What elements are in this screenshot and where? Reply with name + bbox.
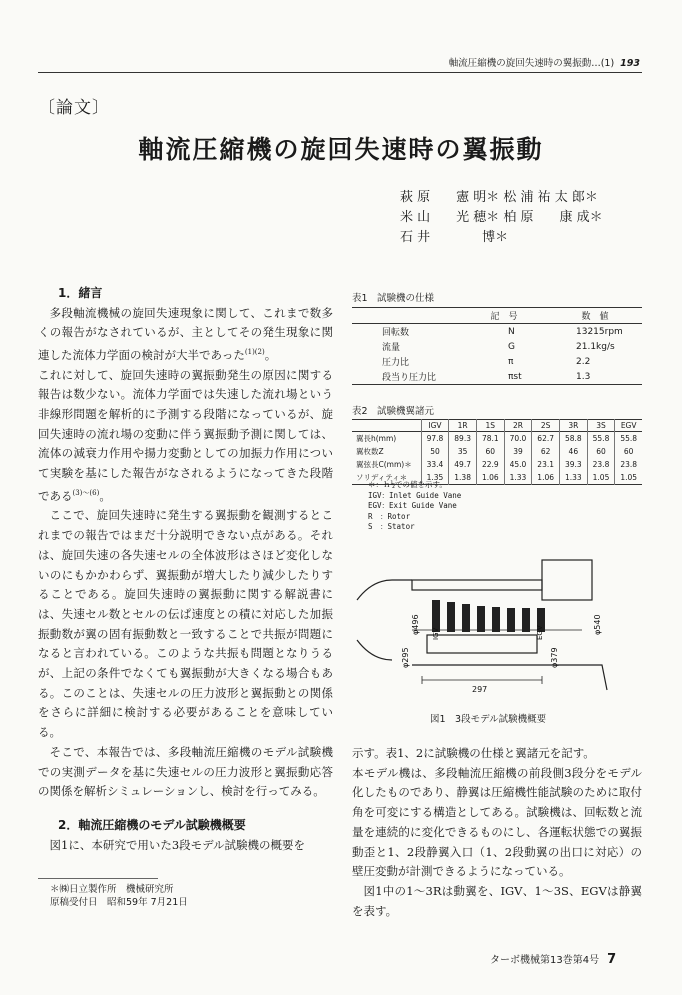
footnote-affiliation: ＊㈱日立製作所 機械研究所 [50, 884, 174, 895]
running-header-text: 軸流圧縮機の旋回失速時の翼振動…(1) [448, 58, 615, 69]
right-column [352, 744, 642, 921]
table-header: 2R [504, 420, 532, 432]
table-header: 記 号 [490, 312, 518, 322]
paragraph: ここで、旋回失速時に発生する翼振動を観測するとこれまでの報告ではまだ十分説明できない点がある。それは、旋回失速の各失速セルの全体波形はさほど変化しないのにもかかわらず、翼振動が増大したり減少したりすることである。旋回失速時の翼振動に関する解説書には、失速セル数とセルの伝ぱ速度との積に対応した加振振動数が翼の固有振動数と一致することで共振が問題になると言われている。このような共振も問題となりうるが、上記の条件でなくても翼振動が大きくなる場合もある。このことは、失速セルの圧力波形と翼振動との関係をさらに詳細に検討する必要があることを意味している。 [38, 508, 333, 740]
casing-top [412, 580, 542, 590]
table-cell: 58.8 [559, 432, 587, 446]
table-cell: ソリディティ＊ [356, 473, 408, 482]
table-header: 2S [532, 420, 560, 432]
footnote-rule [38, 878, 158, 879]
section-heading-model: 2．軸流圧縮機のモデル試験機概要 [58, 817, 246, 832]
dim-379: φ379 [550, 647, 559, 668]
page-number-top: 193 [620, 58, 640, 69]
table-cell: 45.0 [504, 458, 532, 471]
table-header-row [352, 420, 642, 432]
table-cell: 1.05 [615, 471, 642, 485]
table-header [352, 308, 460, 324]
table-row [352, 354, 642, 369]
table-cell: 35 [449, 445, 477, 458]
page-footer [490, 951, 616, 967]
table-row [352, 445, 642, 458]
journal-name: ターボ機械第13巻第4号 [490, 955, 600, 966]
table-cell: N [508, 326, 515, 337]
table-cell: 翼長h(mm) [356, 434, 397, 443]
table-header: 数 値 [581, 312, 609, 322]
paragraph: 本モデル機は、多段軸流圧縮機の前段側3段分をモデル化したものであり、静翼は圧縮機性能試験のために取付角を可変にする構造としてある。試験機は、回転数と流量を連続的に変化できるものにし、各運転状態での翼振動歪と1、2段静翼入口（1、2段動翼の出口に対応）の壁圧変動が計測できるようになっている。 [352, 765, 642, 879]
table-cell: 49.7 [449, 458, 477, 471]
footnote-received: 原稿受付日 昭和59年 7月21日 [50, 897, 188, 908]
table-row [352, 339, 642, 354]
table-cell: π [508, 356, 514, 367]
table-note: IGV：Inlet Guide Vane [368, 490, 462, 500]
table-header: 3R [559, 420, 587, 432]
citation: (1)(2) [244, 348, 265, 357]
paragraph-end: 。 [264, 347, 277, 362]
table-cell: 流量 [382, 343, 401, 353]
label-igv: IGV [432, 627, 440, 640]
table-cell: 1.05 [587, 471, 615, 485]
table-cell: 62.7 [532, 432, 560, 446]
table-header: 3S [587, 420, 615, 432]
paper-title: 軸流圧縮機の旋回失速時の翼振動 [138, 135, 544, 164]
table-cell: 39.3 [559, 458, 587, 471]
table-cell: 段当り圧力比 [382, 373, 437, 383]
table-cell: 60 [587, 445, 615, 458]
table-cell: 1.33 [559, 471, 587, 485]
paragraph [38, 366, 333, 507]
table-cell: 97.8 [421, 432, 449, 446]
table-cell: 55.8 [615, 432, 642, 446]
dim-297: 297 [472, 685, 488, 694]
dim-496: φ496 [411, 614, 420, 635]
table-header-row [352, 308, 642, 324]
table-note: EGV：Exit Guide Vane [368, 501, 457, 510]
table-cell: 60 [476, 445, 504, 458]
author-line: 米 山 光 穂＊ 柏 原 康 成＊ [400, 210, 603, 225]
table-cell: 23.8 [587, 458, 615, 471]
table-cell: 78.1 [476, 432, 504, 446]
outlet-casing [542, 560, 592, 600]
dim-540: φ540 [593, 614, 602, 635]
table-cell: 39 [504, 445, 532, 458]
table-header [352, 420, 421, 432]
table-cell: 22.9 [476, 458, 504, 471]
table-cell: 1.06 [476, 471, 504, 485]
table-cell: 1.06 [532, 471, 560, 485]
table2-notes [368, 480, 461, 533]
paragraph-end: 。 [99, 488, 111, 503]
left-column [38, 284, 333, 855]
section-tag: 〔論文〕 [38, 98, 110, 118]
paragraph: そこで、本報告では、多段軸流圧縮機のモデル試験機での実測データを基に失速セルの圧力波形と翼振動応答の関係を解析シミュレーションし、検討を行ってみる。 [38, 744, 333, 799]
table-cell: 46 [559, 445, 587, 458]
paragraph: 示す。表1、2に試験機の仕様と翼諸元を記す。 [352, 746, 595, 760]
table-header: 1R [449, 420, 477, 432]
table-row [352, 324, 642, 340]
table-cell: 1.38 [449, 471, 477, 485]
label-egv: EGV [536, 625, 544, 640]
footnote [50, 883, 188, 909]
table-cell: 翼枚数Z [356, 447, 384, 456]
table-cell: 62 [532, 445, 560, 458]
citation: (3)～(6) [72, 488, 100, 497]
page-number-bottom: 7 [607, 952, 617, 967]
table-cell: 翼弦長C(mm)＊ [356, 460, 412, 469]
table-cell: 1.35 [421, 471, 449, 485]
table-cell: 23.8 [615, 458, 642, 471]
table-cell: 21.1kg/s [576, 341, 615, 352]
table-cell: 回転数 [382, 328, 410, 338]
section-heading-intro: 1．緒言 [58, 286, 103, 300]
table-cell: πst [508, 371, 522, 382]
table1 [352, 307, 642, 385]
author-line: 石 井 博＊ [400, 230, 509, 245]
table-header: 1S [476, 420, 504, 432]
table-cell: 1.3 [576, 371, 591, 382]
figure1-drawing [352, 540, 642, 700]
figure1-caption: 図1 3段モデル試験機概要 [430, 714, 547, 725]
table1-caption: 表1 試験機の仕様 [352, 293, 435, 304]
table-cell: 圧力比 [382, 358, 410, 368]
table-cell: 1.33 [504, 471, 532, 485]
paragraph: 図1中の1～3Rは動翼を、IGV、1～3S、EGVは静翼を表す。 [352, 883, 642, 918]
table-note: ＊：ｈ½での値を示す。 [368, 480, 447, 489]
table-cell: 60 [615, 445, 642, 458]
dim-295: φ295 [401, 647, 410, 668]
paragraph-text: これに対して、旋回失速時の翼振動発生の原因に関する報告は数少ない。流体力学面では失速した流れ場という非線形問題を解析的に予測する段階になっているが、旋回失速時の流れ場の変動に伴う翼振動予測に関しては、流体の減衰力作用や揚力変動としての加振力作用について実験を基にした報告がなされるようになってきた段階である [38, 367, 333, 503]
table2 [352, 419, 642, 485]
table-cell: 55.8 [587, 432, 615, 446]
running-header [420, 55, 640, 69]
table-note: R ：Rotor [368, 511, 411, 521]
table-row [352, 458, 642, 471]
blade-row [432, 600, 545, 632]
table-row [352, 369, 642, 385]
table-cell: 23.1 [532, 458, 560, 471]
paragraph-text: 多段軸流機械の旋回失速現象に関して、これまで数多くの報告がなされているが、主としてその発生現象に関連した流体力学面の検討が大半であった [38, 305, 333, 362]
table-cell: 13215rpm [576, 326, 623, 337]
table-cell: 70.0 [504, 432, 532, 446]
table2-caption: 表2 試験機翼諸元 [352, 406, 435, 417]
author-line: 萩 原 憲 明＊ 松 浦 祐 太 郎＊ [400, 190, 598, 205]
table-header: IGV [421, 420, 449, 432]
table-cell: 33.4 [421, 458, 449, 471]
table-cell: 89.3 [449, 432, 477, 446]
header-rule [38, 72, 642, 73]
shaft [412, 665, 607, 690]
table-cell: 2.2 [576, 356, 591, 367]
authors [400, 188, 603, 248]
table-row [352, 432, 642, 446]
table-cell: G [508, 341, 515, 352]
table-cell: 50 [421, 445, 449, 458]
table-header: EGV [615, 420, 642, 432]
paragraph [38, 304, 333, 366]
table-note: S ：Stator [368, 522, 415, 531]
rotor-drum [427, 635, 537, 653]
paragraph: 図1に、本研究で用いた3段モデル試験機の概要を [49, 837, 306, 852]
